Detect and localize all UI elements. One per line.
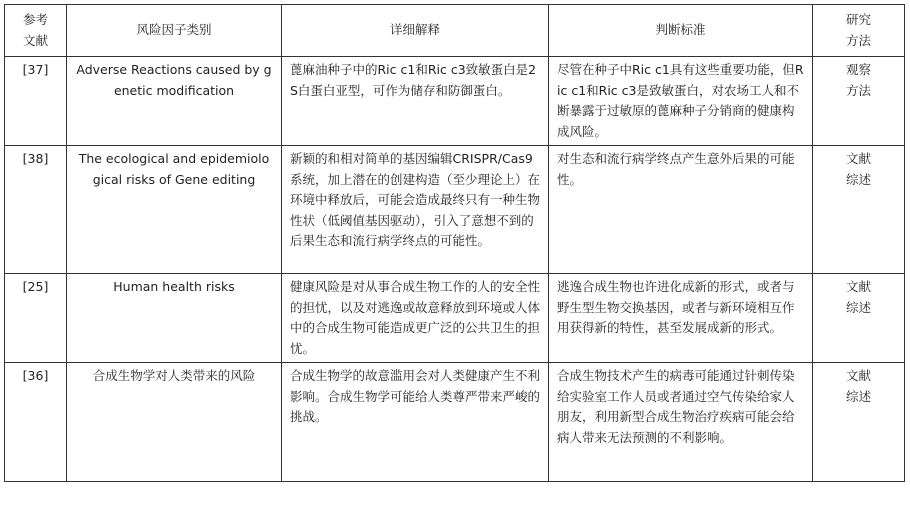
header-criteria: 判断标准 [549,5,813,57]
cell-criteria: 合成生物技术产生的病毒可能通过针刺传染给实验室工作人员或者通过空气传染给家人朋友，利用新型合成生物治疗疾病可能会给病人带来无法预测的不利影响。 [549,363,813,482]
cell-category: The ecological and epidemiological risks of Gene editing [67,146,282,274]
table-header-row [5,5,905,57]
cell-ref: [25] [5,274,67,363]
cell-method: 观察方法 [813,57,905,146]
header-detail: 详细解释 [282,5,549,57]
cell-detail: 蓖麻油种子中的Ric c1和Ric c3致敏蛋白是2S白蛋白亚型，可作为储存和防御蛋白。 [282,57,549,146]
cell-category: 合成生物学对人类带来的风险 [67,363,282,482]
header-method: 研究方法 [813,5,905,57]
cell-category: Adverse Reactions caused by genetic modification [67,57,282,146]
cell-method: 文献综述 [813,146,905,274]
risk-factor-table [4,4,905,482]
cell-ref: [36] [5,363,67,482]
cell-ref: [37] [5,57,67,146]
cell-detail: 新颖的和相对简单的基因编辑CRISPR/Cas9系统，加上潜在的创建构造（至少理论上）在环境中释放后，可能会造成最终只有一种生物性状（低阈值基因驱动），引入了意想不到的后果生态和流行病学终点的可能性。 [282,146,549,274]
table-row [5,274,905,363]
cell-detail: 健康风险是对从事合成生物工作的人的安全性的担忧，以及对逃逸或故意释放到环境或人体中的合成生物可能造成更广泛的公共卫生的担忧。 [282,274,549,363]
header-ref: 参考文献 [5,5,67,57]
cell-detail: 合成生物学的故意滥用会对人类健康产生不利影响。合成生物学可能给人类尊严带来严峻的挑战。 [282,363,549,482]
table-row [5,146,905,274]
cell-criteria: 逃逸合成生物也许进化成新的形式，或者与野生型生物交换基因，或者与新环境相互作用获得新的特性，甚至发展成新的形式。 [549,274,813,363]
table-row [5,363,905,482]
cell-method: 文献综述 [813,274,905,363]
cell-ref: [38] [5,146,67,274]
cell-criteria: 尽管在种子中Ric c1具有这些重要功能，但Ric c1和Ric c3是致敏蛋白，对农场工人和不断暴露于过敏原的蓖麻种子分销商的健康构成风险。 [549,57,813,146]
cell-method: 文献综述 [813,363,905,482]
cell-category: Human health risks [67,274,282,363]
cell-criteria: 对生态和流行病学终点产生意外后果的可能性。 [549,146,813,274]
header-category: 风险因子类别 [67,5,282,57]
table-row [5,57,905,146]
